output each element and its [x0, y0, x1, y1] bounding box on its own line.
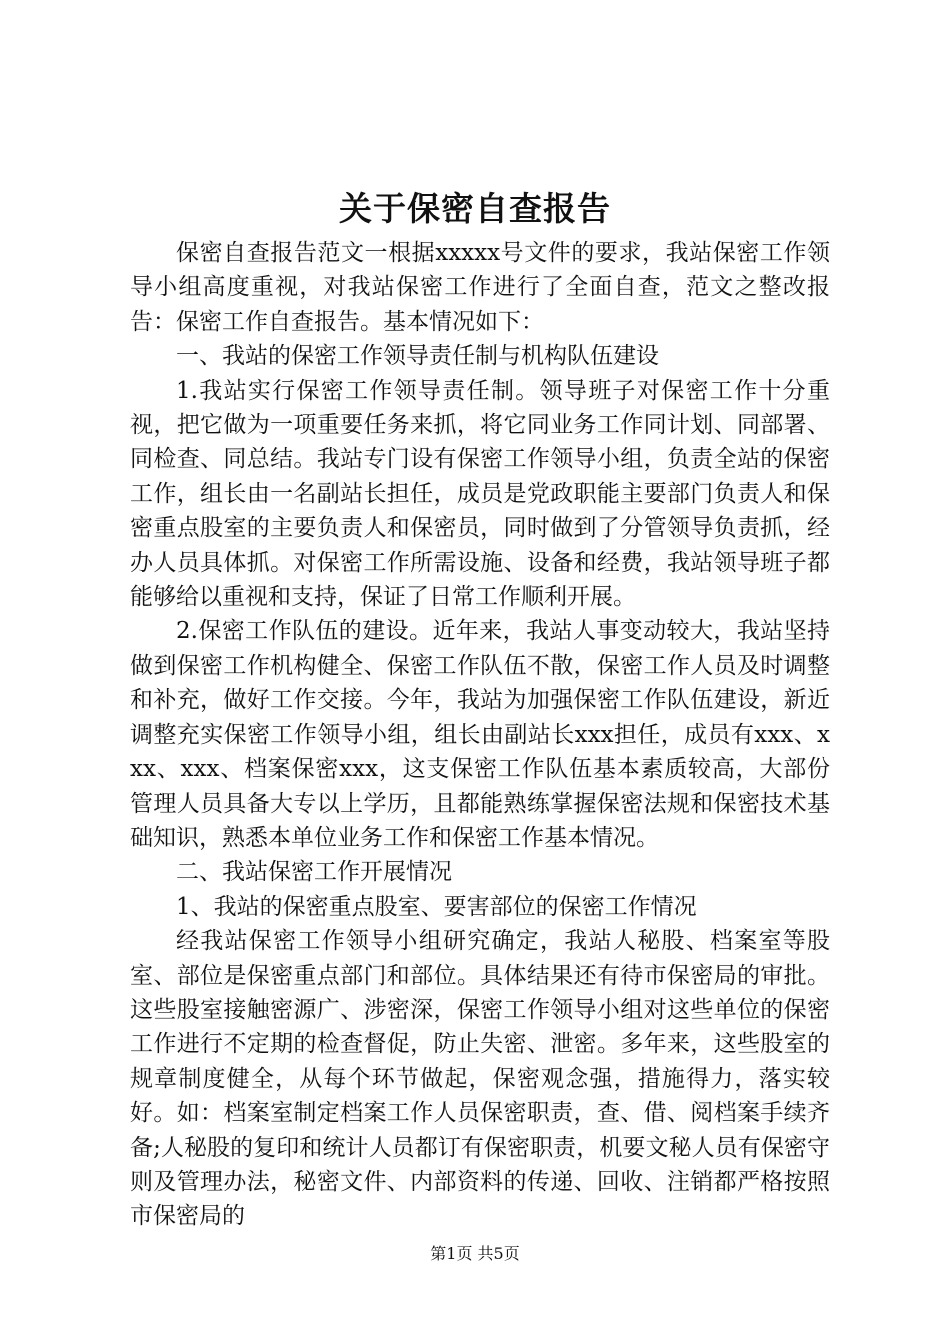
subsection-heading: 1、我站的保密重点股室、要害部位的保密工作情况 [176, 893, 697, 920]
document-body [130, 236, 830, 1234]
paragraph: 1.我站实行保密工作领导责任制。领导班子对保密工作十分重视，把它做为一项重要任务来抓，将它同业务工作同计划、同部署、同检查、同总结。我站专门设有保密工作领导小组，负责全站的保密工作，组长由一名副站长担任，成员是党政职能主要部门负责人和保密重点股室的主要负责人和保密员，同时做到了分管领导负责抓，经办人员具体抓。对保密工作所需设施、设备和经费，我站领导班子都能够给以重视和支持，保证了日常工作顺利开展。 [130, 377, 830, 611]
section-heading: 二、我站保密工作开展情况 [176, 859, 452, 886]
section-heading: 一、我站的保密工作领导责任制与机构队伍建设 [176, 343, 659, 370]
paragraph: 保密自查报告范文一根据xxxxx号文件的要求，我站保密工作领导小组高度重视，对我站保密工作进行了全面自查，范文之整改报告：保密工作自查报告。基本情况如下： [130, 240, 830, 335]
document-title: 关于保密自查报告 [339, 189, 611, 228]
paragraph: 经我站保密工作领导小组研究确定，我站人秘股、档案室等股室、部位是保密重点部门和部位。具体结果还有待市保密局的审批。这些股室接触密源广、涉密深，保密工作领导小组对这些单位的保密工作进行不定期的检查督促，防止失密、泄密。多年来，这些股室的规章制度健全，从每个环节做起，保密观念强，措施得力，落实较好。如：档案室制定档案工作人员保密职责，查、借、阅档案手续齐备;人秘股的复印和统计人员都订有保密职责，机要文秘人员有保密守则及管理办法，秘密文件、内部资料的传递、回收、注销都严格按照市保密局的 [130, 928, 830, 1230]
paragraph: 2.保密工作队伍的建设。近年来，我站人事变动较大，我站坚持做到保密工作机构健全、保密工作队伍不散，保密工作人员及时调整和补充，做好工作交接。今年，我站为加强保密工作队伍建设，新近调整充实保密工作领导小组，组长由副站长xxx担任，成员有xxx、xxx、xxx、档案保密xxx，这支保密工作队伍基本素质较高，大部份管理人员具备大专以上学历，且都能熟练掌握保密法规和保密技术基础知识，熟悉本单位业务工作和保密工作基本情况。 [130, 618, 830, 851]
page-footer: 第1页 共5页 [430, 1244, 520, 1263]
